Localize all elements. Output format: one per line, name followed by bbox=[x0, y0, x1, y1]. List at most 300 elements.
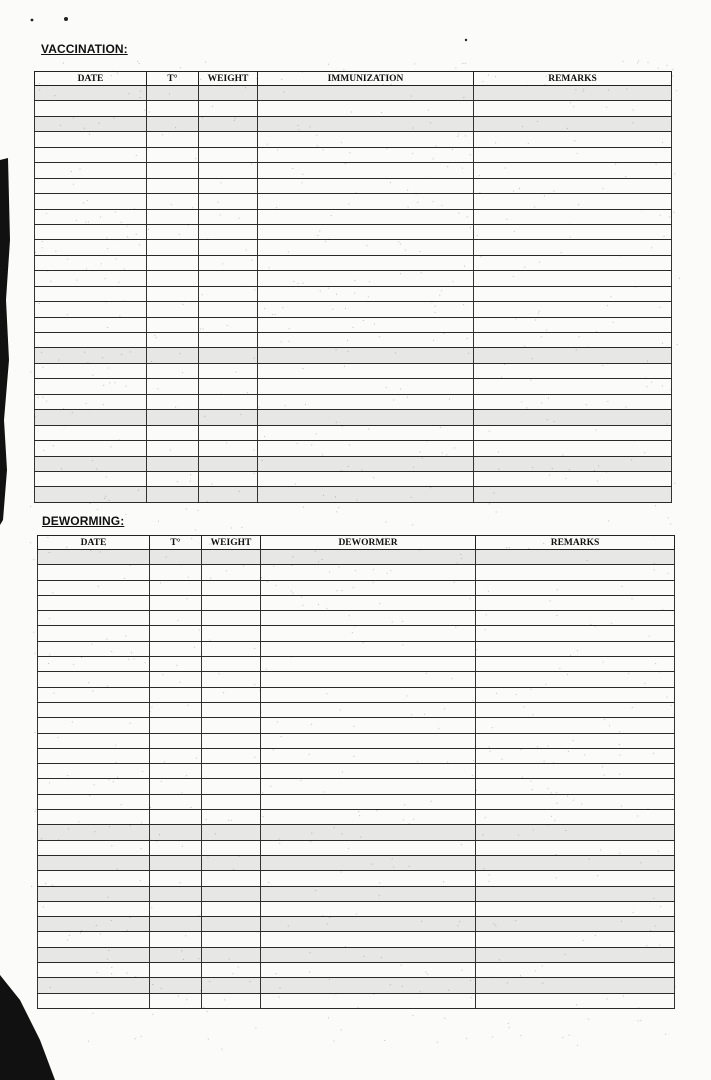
empty-cell bbox=[261, 779, 476, 794]
table-row bbox=[35, 379, 672, 394]
empty-cell bbox=[261, 947, 476, 962]
empty-cell bbox=[35, 471, 147, 486]
empty-cell bbox=[199, 194, 258, 209]
empty-cell bbox=[476, 718, 675, 733]
empty-cell bbox=[38, 978, 150, 993]
empty-cell bbox=[261, 993, 476, 1008]
table-row bbox=[38, 810, 675, 825]
table-row bbox=[38, 825, 675, 840]
table-row bbox=[38, 687, 675, 702]
empty-cell bbox=[199, 441, 258, 456]
empty-cell bbox=[38, 855, 150, 870]
empty-cell bbox=[202, 932, 261, 947]
empty-cell bbox=[202, 886, 261, 901]
empty-cell bbox=[258, 132, 474, 147]
empty-cell bbox=[199, 456, 258, 471]
empty-cell bbox=[476, 932, 675, 947]
empty-cell bbox=[38, 901, 150, 916]
column-header-weight: WEIGHT bbox=[202, 536, 261, 550]
empty-cell bbox=[199, 163, 258, 178]
empty-cell bbox=[199, 410, 258, 425]
empty-cell bbox=[476, 626, 675, 641]
empty-cell bbox=[147, 410, 199, 425]
empty-cell bbox=[199, 132, 258, 147]
empty-cell bbox=[199, 425, 258, 440]
empty-cell bbox=[150, 702, 202, 717]
empty-cell bbox=[147, 286, 199, 301]
empty-cell bbox=[35, 348, 147, 363]
empty-cell bbox=[474, 132, 672, 147]
empty-cell bbox=[199, 317, 258, 332]
empty-cell bbox=[38, 595, 150, 610]
empty-cell bbox=[35, 163, 147, 178]
empty-cell bbox=[261, 978, 476, 993]
empty-cell bbox=[147, 456, 199, 471]
table-row bbox=[35, 255, 672, 270]
table-row bbox=[38, 657, 675, 672]
table-row bbox=[38, 932, 675, 947]
empty-cell bbox=[38, 641, 150, 656]
empty-cell bbox=[261, 794, 476, 809]
empty-cell bbox=[35, 271, 147, 286]
empty-cell bbox=[150, 963, 202, 978]
empty-cell bbox=[202, 595, 261, 610]
column-header-temperature: T° bbox=[147, 72, 199, 86]
table-row bbox=[35, 178, 672, 193]
empty-cell bbox=[199, 348, 258, 363]
table-row bbox=[38, 641, 675, 656]
empty-cell bbox=[199, 86, 258, 101]
empty-cell bbox=[261, 565, 476, 580]
empty-cell bbox=[147, 147, 199, 162]
empty-cell bbox=[202, 764, 261, 779]
table-row bbox=[38, 626, 675, 641]
empty-cell bbox=[202, 550, 261, 565]
empty-cell bbox=[476, 641, 675, 656]
table-row bbox=[35, 286, 672, 301]
empty-cell bbox=[38, 993, 150, 1008]
empty-cell bbox=[150, 917, 202, 932]
table-row bbox=[38, 871, 675, 886]
column-header-remarks: REMARKS bbox=[474, 72, 672, 86]
empty-cell bbox=[476, 595, 675, 610]
empty-cell bbox=[150, 565, 202, 580]
empty-cell bbox=[476, 550, 675, 565]
empty-cell bbox=[199, 271, 258, 286]
empty-cell bbox=[35, 116, 147, 131]
empty-cell bbox=[474, 147, 672, 162]
column-header-date: DATE bbox=[35, 72, 147, 86]
table-row bbox=[38, 550, 675, 565]
empty-cell bbox=[476, 794, 675, 809]
table-row bbox=[35, 302, 672, 317]
empty-cell bbox=[202, 917, 261, 932]
table-row bbox=[35, 333, 672, 348]
empty-cell bbox=[261, 840, 476, 855]
table-header-row bbox=[35, 72, 672, 86]
empty-cell bbox=[38, 550, 150, 565]
empty-cell bbox=[261, 871, 476, 886]
empty-cell bbox=[474, 163, 672, 178]
empty-cell bbox=[202, 840, 261, 855]
empty-cell bbox=[199, 209, 258, 224]
empty-cell bbox=[150, 657, 202, 672]
empty-cell bbox=[476, 702, 675, 717]
empty-cell bbox=[38, 871, 150, 886]
table-row bbox=[38, 840, 675, 855]
empty-cell bbox=[38, 611, 150, 626]
table-row bbox=[35, 394, 672, 409]
empty-cell bbox=[38, 687, 150, 702]
empty-cell bbox=[261, 550, 476, 565]
empty-cell bbox=[147, 348, 199, 363]
empty-cell bbox=[38, 718, 150, 733]
empty-cell bbox=[35, 394, 147, 409]
empty-cell bbox=[258, 441, 474, 456]
empty-cell bbox=[199, 379, 258, 394]
empty-cell bbox=[474, 302, 672, 317]
empty-cell bbox=[261, 687, 476, 702]
empty-cell bbox=[476, 580, 675, 595]
empty-cell bbox=[202, 855, 261, 870]
empty-cell bbox=[476, 886, 675, 901]
empty-cell bbox=[258, 163, 474, 178]
empty-cell bbox=[258, 286, 474, 301]
empty-cell bbox=[38, 825, 150, 840]
empty-cell bbox=[150, 626, 202, 641]
empty-cell bbox=[258, 194, 474, 209]
table-row bbox=[38, 580, 675, 595]
table-row bbox=[35, 441, 672, 456]
empty-cell bbox=[150, 840, 202, 855]
empty-cell bbox=[202, 702, 261, 717]
empty-cell bbox=[150, 595, 202, 610]
empty-cell bbox=[147, 487, 199, 502]
empty-cell bbox=[258, 410, 474, 425]
empty-cell bbox=[261, 611, 476, 626]
empty-cell bbox=[199, 116, 258, 131]
empty-cell bbox=[202, 963, 261, 978]
empty-cell bbox=[147, 471, 199, 486]
empty-cell bbox=[147, 425, 199, 440]
empty-cell bbox=[38, 764, 150, 779]
empty-cell bbox=[474, 317, 672, 332]
empty-cell bbox=[258, 209, 474, 224]
table-row bbox=[38, 748, 675, 763]
empty-cell bbox=[474, 471, 672, 486]
empty-cell bbox=[35, 456, 147, 471]
empty-cell bbox=[258, 86, 474, 101]
empty-cell bbox=[147, 255, 199, 270]
empty-cell bbox=[258, 456, 474, 471]
empty-cell bbox=[261, 855, 476, 870]
empty-cell bbox=[38, 657, 150, 672]
empty-cell bbox=[150, 550, 202, 565]
empty-cell bbox=[258, 363, 474, 378]
empty-cell bbox=[150, 794, 202, 809]
table-row bbox=[38, 993, 675, 1008]
empty-cell bbox=[202, 641, 261, 656]
empty-cell bbox=[258, 178, 474, 193]
empty-cell bbox=[199, 302, 258, 317]
empty-cell bbox=[150, 748, 202, 763]
table-row bbox=[35, 101, 672, 116]
empty-cell bbox=[476, 993, 675, 1008]
empty-cell bbox=[199, 178, 258, 193]
table-row bbox=[38, 779, 675, 794]
empty-cell bbox=[261, 825, 476, 840]
empty-cell bbox=[150, 580, 202, 595]
empty-cell bbox=[258, 394, 474, 409]
empty-cell bbox=[476, 565, 675, 580]
empty-cell bbox=[38, 810, 150, 825]
empty-cell bbox=[202, 611, 261, 626]
empty-cell bbox=[202, 580, 261, 595]
empty-cell bbox=[35, 101, 147, 116]
table-row bbox=[35, 147, 672, 162]
empty-cell bbox=[150, 871, 202, 886]
empty-cell bbox=[476, 657, 675, 672]
empty-cell bbox=[261, 702, 476, 717]
empty-cell bbox=[474, 101, 672, 116]
empty-cell bbox=[474, 394, 672, 409]
column-header-remarks: REMARKS bbox=[476, 536, 675, 550]
empty-cell bbox=[199, 394, 258, 409]
table-row bbox=[38, 917, 675, 932]
empty-cell bbox=[258, 224, 474, 239]
empty-cell bbox=[476, 901, 675, 916]
empty-cell bbox=[150, 687, 202, 702]
table-row bbox=[38, 672, 675, 687]
empty-cell bbox=[35, 363, 147, 378]
empty-cell bbox=[150, 810, 202, 825]
table-row bbox=[35, 363, 672, 378]
empty-cell bbox=[476, 810, 675, 825]
empty-cell bbox=[476, 764, 675, 779]
empty-cell bbox=[38, 733, 150, 748]
table-row bbox=[35, 471, 672, 486]
empty-cell bbox=[38, 886, 150, 901]
empty-cell bbox=[258, 487, 474, 502]
empty-cell bbox=[474, 348, 672, 363]
empty-cell bbox=[150, 978, 202, 993]
empty-cell bbox=[147, 379, 199, 394]
empty-cell bbox=[202, 993, 261, 1008]
empty-cell bbox=[261, 963, 476, 978]
empty-cell bbox=[35, 410, 147, 425]
empty-cell bbox=[261, 886, 476, 901]
vaccination-table bbox=[34, 71, 672, 503]
empty-cell bbox=[202, 672, 261, 687]
empty-cell bbox=[147, 86, 199, 101]
empty-cell bbox=[35, 317, 147, 332]
empty-cell bbox=[199, 224, 258, 239]
table-row bbox=[35, 240, 672, 255]
empty-cell bbox=[150, 718, 202, 733]
empty-cell bbox=[35, 379, 147, 394]
empty-cell bbox=[261, 580, 476, 595]
empty-cell bbox=[35, 224, 147, 239]
empty-cell bbox=[261, 733, 476, 748]
empty-cell bbox=[258, 255, 474, 270]
empty-cell bbox=[202, 565, 261, 580]
empty-cell bbox=[202, 825, 261, 840]
empty-cell bbox=[147, 178, 199, 193]
empty-cell bbox=[38, 917, 150, 932]
column-header-temperature: T° bbox=[150, 536, 202, 550]
empty-cell bbox=[150, 733, 202, 748]
table-row bbox=[35, 194, 672, 209]
empty-cell bbox=[147, 209, 199, 224]
empty-cell bbox=[147, 271, 199, 286]
empty-cell bbox=[258, 271, 474, 286]
table-row bbox=[38, 764, 675, 779]
empty-cell bbox=[258, 302, 474, 317]
table-row bbox=[38, 794, 675, 809]
deworming-section-title: DEWORMING: bbox=[42, 514, 125, 528]
empty-cell bbox=[202, 626, 261, 641]
table-row bbox=[35, 456, 672, 471]
empty-cell bbox=[474, 178, 672, 193]
table-row bbox=[35, 487, 672, 502]
table-row bbox=[35, 271, 672, 286]
empty-cell bbox=[147, 441, 199, 456]
empty-cell bbox=[35, 132, 147, 147]
empty-cell bbox=[35, 441, 147, 456]
empty-cell bbox=[261, 810, 476, 825]
empty-cell bbox=[474, 286, 672, 301]
empty-cell bbox=[147, 224, 199, 239]
empty-cell bbox=[474, 86, 672, 101]
empty-cell bbox=[147, 163, 199, 178]
empty-cell bbox=[476, 947, 675, 962]
empty-cell bbox=[476, 978, 675, 993]
table-row bbox=[38, 978, 675, 993]
empty-cell bbox=[258, 240, 474, 255]
empty-cell bbox=[35, 240, 147, 255]
table-row bbox=[38, 718, 675, 733]
empty-cell bbox=[258, 101, 474, 116]
empty-cell bbox=[261, 641, 476, 656]
empty-cell bbox=[474, 456, 672, 471]
empty-cell bbox=[261, 764, 476, 779]
empty-cell bbox=[38, 626, 150, 641]
empty-cell bbox=[474, 240, 672, 255]
empty-cell bbox=[476, 611, 675, 626]
empty-cell bbox=[474, 194, 672, 209]
table-row bbox=[35, 132, 672, 147]
empty-cell bbox=[147, 302, 199, 317]
empty-cell bbox=[199, 147, 258, 162]
empty-cell bbox=[261, 718, 476, 733]
empty-cell bbox=[202, 794, 261, 809]
empty-cell bbox=[150, 641, 202, 656]
table-row bbox=[38, 733, 675, 748]
table-row bbox=[38, 595, 675, 610]
empty-cell bbox=[35, 487, 147, 502]
empty-cell bbox=[474, 271, 672, 286]
empty-cell bbox=[38, 947, 150, 962]
empty-cell bbox=[199, 240, 258, 255]
column-header-immunization: IMMUNIZATION bbox=[258, 72, 474, 86]
empty-cell bbox=[258, 317, 474, 332]
column-header-date: DATE bbox=[38, 536, 150, 550]
empty-cell bbox=[474, 224, 672, 239]
empty-cell bbox=[258, 348, 474, 363]
empty-cell bbox=[258, 147, 474, 162]
empty-cell bbox=[35, 209, 147, 224]
empty-cell bbox=[261, 595, 476, 610]
empty-cell bbox=[474, 255, 672, 270]
empty-cell bbox=[35, 86, 147, 101]
empty-cell bbox=[202, 718, 261, 733]
column-header-dewormer: DEWORMER bbox=[261, 536, 476, 550]
table-row bbox=[38, 565, 675, 580]
table-row bbox=[38, 702, 675, 717]
table-row bbox=[35, 348, 672, 363]
empty-cell bbox=[258, 425, 474, 440]
empty-cell bbox=[150, 825, 202, 840]
empty-cell bbox=[147, 240, 199, 255]
empty-cell bbox=[474, 379, 672, 394]
empty-cell bbox=[147, 317, 199, 332]
empty-cell bbox=[202, 657, 261, 672]
empty-cell bbox=[35, 286, 147, 301]
empty-cell bbox=[474, 441, 672, 456]
table-row bbox=[38, 963, 675, 978]
empty-cell bbox=[202, 978, 261, 993]
empty-cell bbox=[476, 687, 675, 702]
table-row bbox=[35, 425, 672, 440]
empty-cell bbox=[38, 702, 150, 717]
table-row bbox=[38, 947, 675, 962]
empty-cell bbox=[147, 132, 199, 147]
empty-cell bbox=[35, 194, 147, 209]
empty-cell bbox=[476, 963, 675, 978]
empty-cell bbox=[38, 932, 150, 947]
empty-cell bbox=[202, 779, 261, 794]
empty-cell bbox=[474, 116, 672, 131]
table-row bbox=[38, 611, 675, 626]
vaccination-section-title: VACCINATION: bbox=[41, 42, 128, 56]
table-row bbox=[38, 901, 675, 916]
empty-cell bbox=[474, 363, 672, 378]
table-row bbox=[38, 855, 675, 870]
empty-cell bbox=[150, 764, 202, 779]
empty-cell bbox=[474, 209, 672, 224]
empty-cell bbox=[476, 779, 675, 794]
empty-cell bbox=[476, 871, 675, 886]
empty-cell bbox=[38, 565, 150, 580]
empty-cell bbox=[150, 947, 202, 962]
empty-cell bbox=[476, 733, 675, 748]
empty-cell bbox=[147, 101, 199, 116]
empty-cell bbox=[147, 394, 199, 409]
empty-cell bbox=[150, 901, 202, 916]
empty-cell bbox=[202, 748, 261, 763]
empty-cell bbox=[38, 672, 150, 687]
empty-cell bbox=[38, 794, 150, 809]
table-row bbox=[35, 209, 672, 224]
empty-cell bbox=[474, 487, 672, 502]
empty-cell bbox=[202, 901, 261, 916]
column-header-weight: WEIGHT bbox=[199, 72, 258, 86]
empty-cell bbox=[150, 932, 202, 947]
empty-cell bbox=[261, 748, 476, 763]
empty-cell bbox=[147, 363, 199, 378]
empty-cell bbox=[35, 333, 147, 348]
empty-cell bbox=[474, 410, 672, 425]
